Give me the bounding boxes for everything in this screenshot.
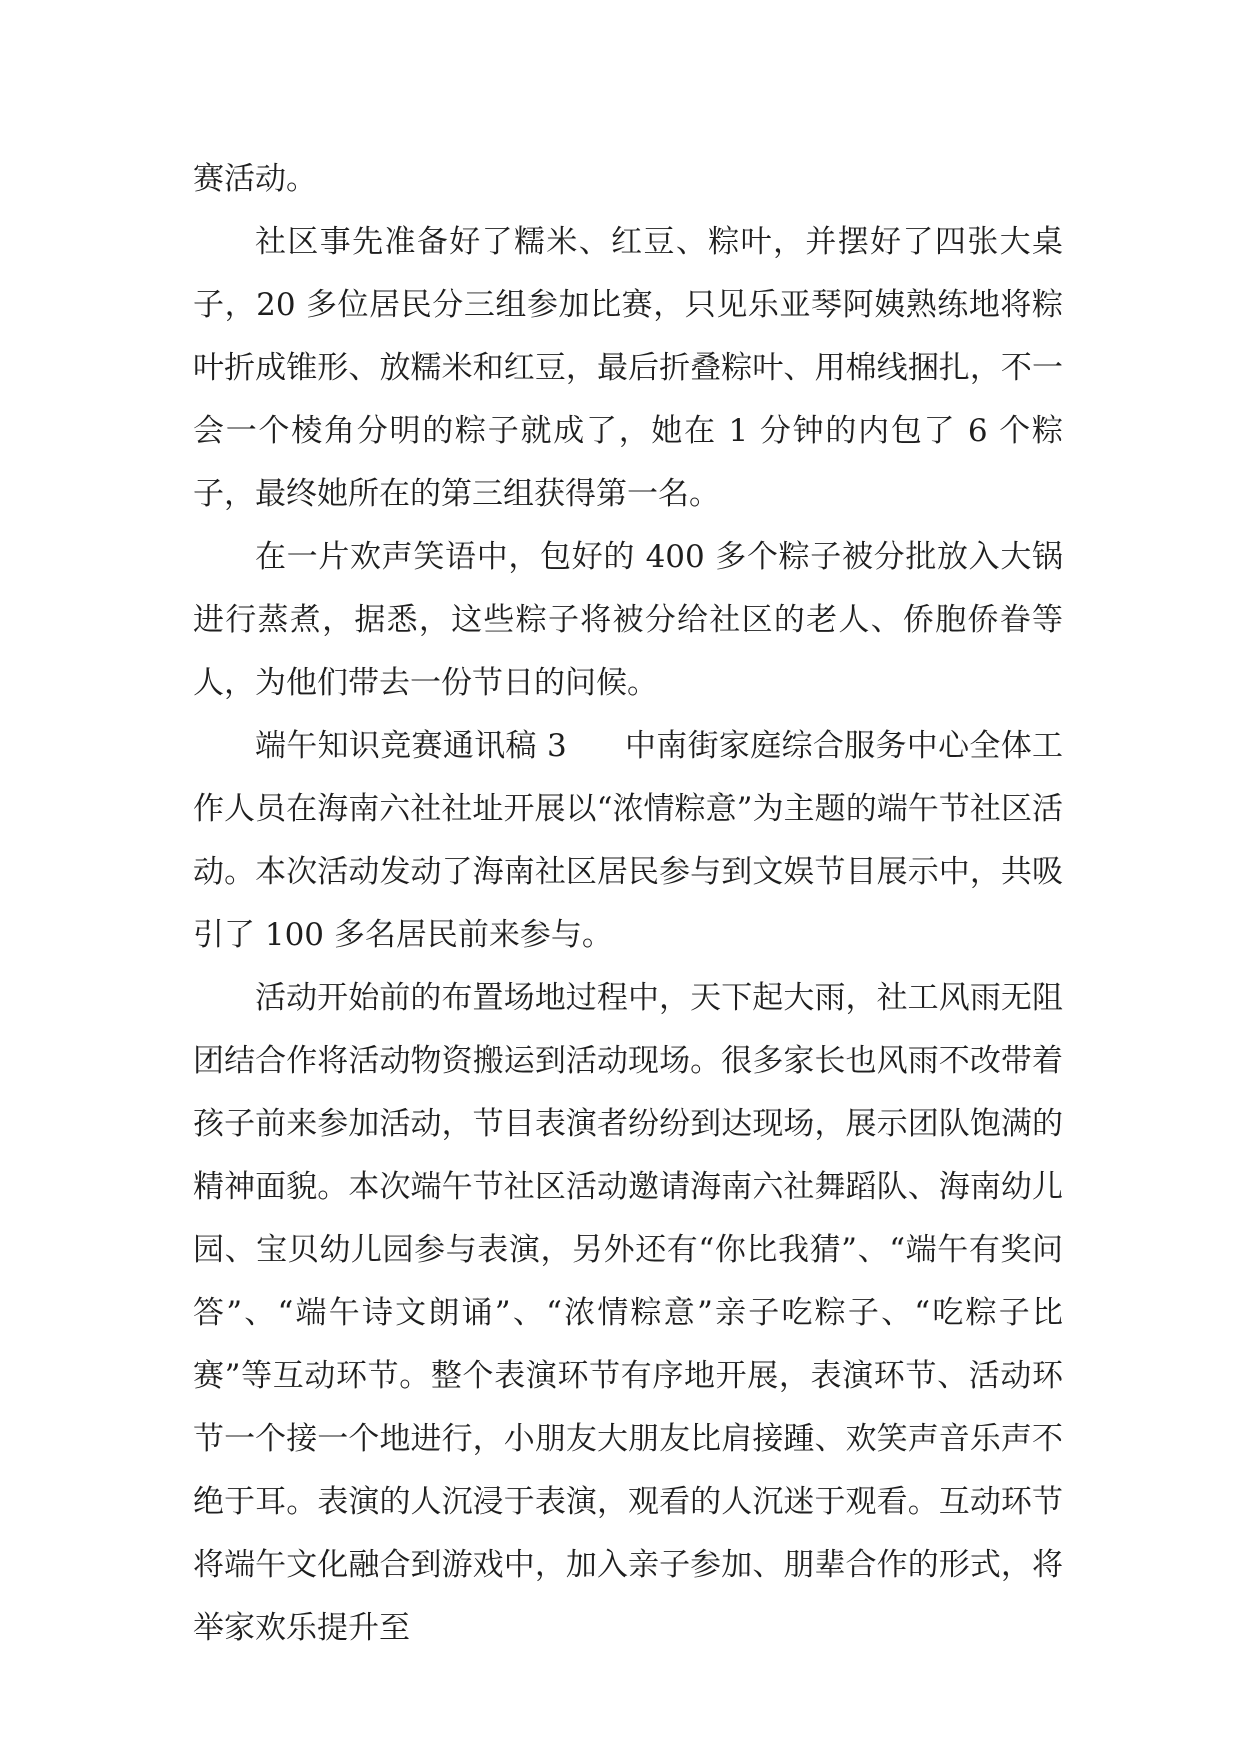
paragraph-1: 赛活动。 [193,161,317,197]
paragraph-4 [193,715,1063,967]
document-page [193,148,1063,1660]
section-title: 端午知识竞赛通讯稿 3 [255,728,567,764]
paragraph-3: 在一片欢声笑语中，包好的 400 多个粽子被分批放入大锅进行蒸煮，据悉，这些粽子将被分给社区的老人、侨胞侨眷等人，为他们带去一份节日的问候。 [193,539,1063,701]
paragraph-5: 活动开始前的布置场地过程中，天下起大雨，社工风雨无阻团结合作将活动物资搬运到活动现场。很多家长也风雨不改带着孩子前来参加活动，节目表演者纷纷到达现场，展示团队饱满的精神面貌。本次端午节社区活动邀请海南六社舞蹈队、海南幼儿园、宝贝幼儿园参与表演，另外还有“你比我猜”、“端午有奖问答”、“端午诗文朗诵”、“浓情粽意”亲子吃粽子、“吃粽子比赛”等互动环节。整个表演环节有序地开展，表演环节、活动环节一个接一个地进行，小朋友大朋友比肩接踵、欢笑声音乐声不绝于耳。表演的人沉浸于表演，观看的人沉迷于观看。互动环节将端午文化融合到游戏中，加入亲子参加、朋辈合作的形式，将举家欢乐提升至 [193,980,1063,1646]
paragraph-2: 社区事先准备好了糯米、红豆、粽叶，并摆好了四张大桌子，20 多位居民分三组参加比赛，只见乐亚琴阿姨熟练地将粽叶折成锥形、放糯米和红豆，最后折叠粽叶、用棉线捆扎，不一会一个棱角分明的粽子就成了，她在 1 分钟的内包了 6 个粽子，最终她所在的第三组获得第一名。 [193,224,1063,512]
paragraph-4-body: 中南街家庭综合服务中心全体工作人员在海南六社社址开展以“浓情粽意”为主题的端午节社区活动。本次活动发动了海南社区居民参与到文娱节目展示中，共吸引了 100 多名居民前来参与。 [193,728,1063,953]
